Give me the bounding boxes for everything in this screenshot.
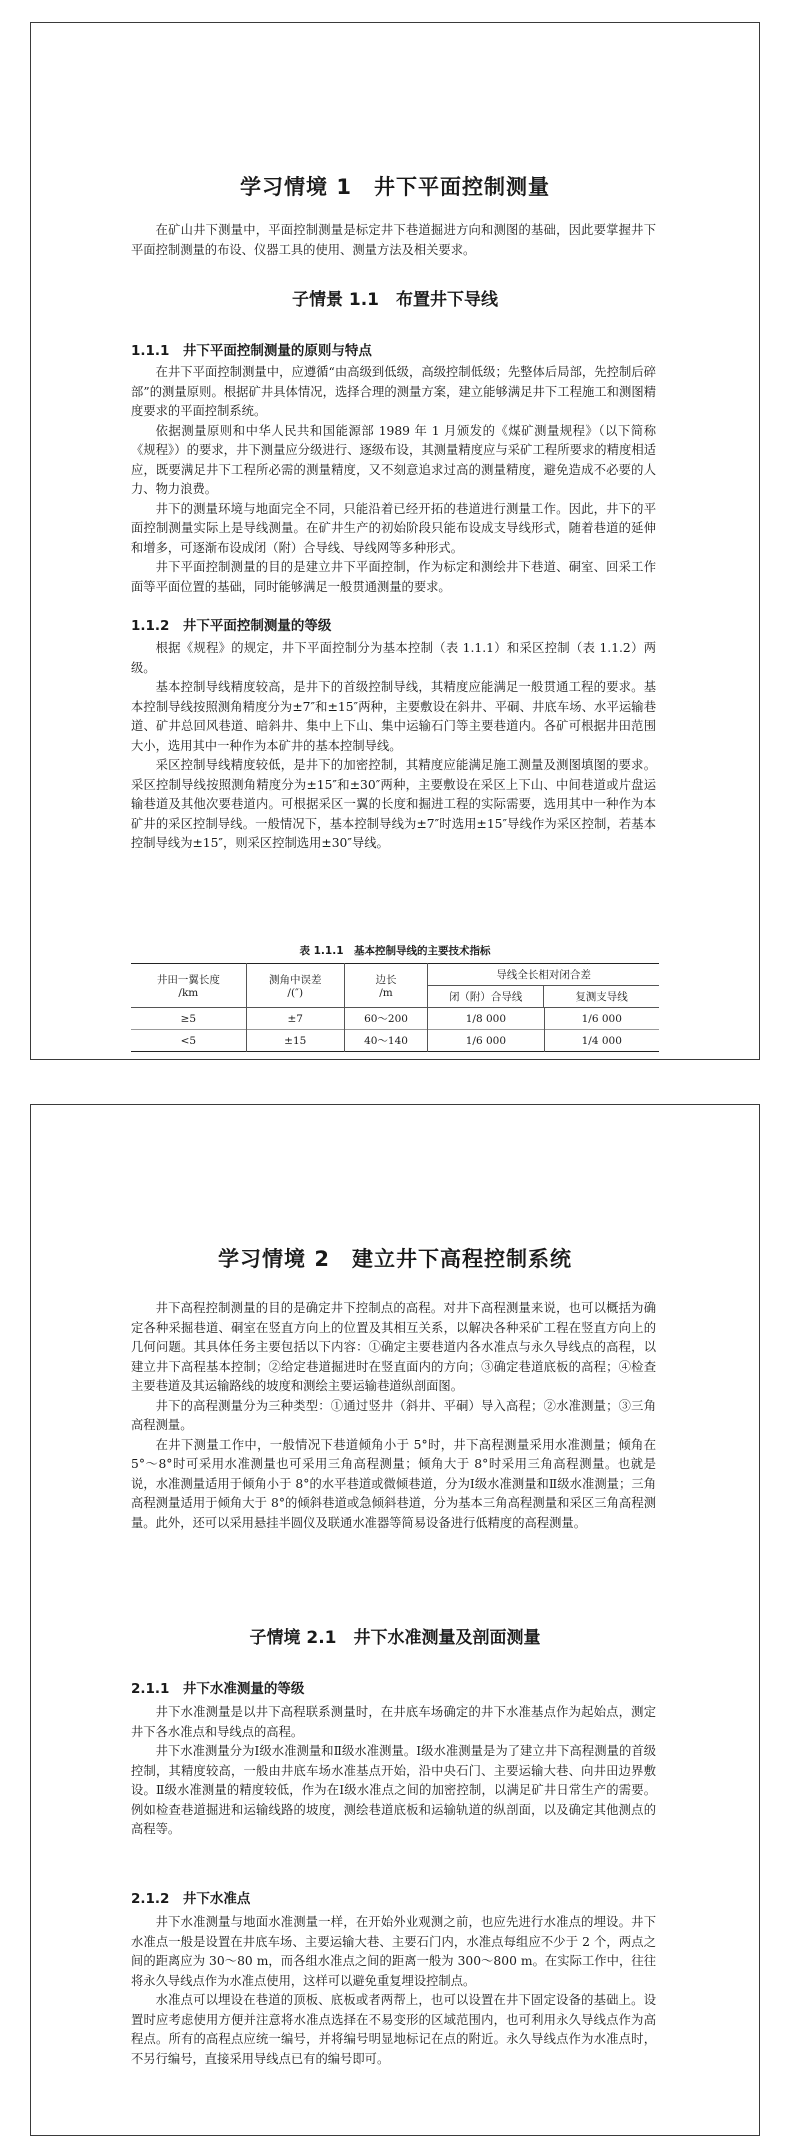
table-cell: 1/6 000 (581, 1012, 622, 1025)
paragraph: 基本控制导线精度较高，是井下的首级控制导线，其精度应能满足一般贯通工程的要求。基本控制导线按照测角精度分为±7″和±15″两种，主要敷设在斜井、平硐、井底车场、水平运输巷道、矿井总回风巷道、暗斜井、集中上下山、集中运输石门等主要巷道内。各矿可根据井田范围大小，选用其中一种作为本矿井的基本控制导线。 (131, 680, 656, 753)
paragraph: 根据《规程》的规定，井下平面控制分为基本控制（表 1.1.1）和采区控制（表 1.1.2）两级。 (131, 641, 656, 675)
section-heading: 2.1.1 井下水准测量的等级 (131, 1681, 305, 1697)
chapter-title: 学习情境 2 建立井下高程控制系统 (218, 1247, 572, 1271)
intro-block (131, 221, 656, 260)
technical-spec-table (131, 963, 659, 1052)
section-body (131, 639, 656, 854)
section-body (131, 1703, 656, 1840)
section-body (131, 1913, 656, 2069)
intro-paragraph: 在矿山井下测量中，平面控制测量是标定井下巷道掘进方向和测图的基础，因此要掌握井下平面控制测量的布设、仪器工具的使用、测量方法及相关要求。 (131, 223, 656, 257)
table-caption: 表 1.1.1 基本控制导线的主要技术指标 (299, 945, 491, 957)
table-cell: 1/4 000 (544, 1030, 659, 1052)
table-cell: ≥5 (131, 1008, 246, 1030)
sub-column-header: 复测支导线 (575, 991, 628, 1003)
table-row (131, 1008, 659, 1030)
table-cell: 1/6 000 (428, 1030, 544, 1052)
section-heading: 1.1.2 井下平面控制测量的等级 (131, 618, 332, 634)
table-cell: 60～200 (344, 1008, 427, 1030)
paragraph: 井下高程控制测量的目的是确定井下控制点的高程。对井下高程测量来说，也可以概括为确定各种采掘巷道、硐室在竖直方向上的位置及其相互关系，以解决各种采矿工程在竖直方向上的几何问题。其具体任务主要包括以下内容：①确定主要巷道内各水准点与永久导线点的高程，以建立井下高程基本控制；②给定巷道掘进时在竖直面内的方向；③确定巷道底板的高程；④检查主要巷道及其运输路线的坡度和测绘主要运输巷道纵剖面图。 (131, 1301, 656, 1393)
table-cell: ±15 (246, 1030, 344, 1052)
paragraph: 井下水准测量与地面水准测量一样，在开始外业观测之前，也应先进行水准点的埋设。井下水准点一般是设置在井底车场、主要运输大巷、主要石门内，水准点每组应不少于 2 个，两点之间的距离应为 30～80 m，而各组水准点之间的距离一般为 300～800 m。在实际工作中，往往将永久导线点作为水准点使用，这样可以避免重复埋设控制点。 (131, 1915, 656, 1988)
column-group-header: 导线全长相对闭合差 闭（附）合导线 复测支导线 (428, 964, 659, 1008)
section-heading: 1.1.1 井下平面控制测量的原则与特点 (131, 343, 372, 359)
paragraph: 井下平面控制测量的目的是建立井下平面控制，作为标定和测绘井下巷道、硐室、回采工作面等平面位置的基础，同时能够满足一般贯通测量的要求。 (131, 560, 656, 594)
chapter-title: 学习情境 1 井下平面控制测量 (240, 175, 550, 199)
document-page-1 (30, 22, 760, 1060)
paragraph: 井下的测量环境与地面完全不同，只能沿着已经开拓的巷道进行测量工作。因此，井下的平面控制测量实际上是导线测量。在矿井生产的初始阶段只能布设成支导线形式，随着巷道的延伸和增多，可逐渐布设成闭（附）合导线、导线网等多种形式。 (131, 501, 656, 555)
table-row (131, 1030, 659, 1052)
paragraph: 在井下测量工作中，一般情况下巷道倾角小于 5°时，井下高程测量采用水准测量；倾角在 5°～8°时可采用水准测量也可采用三角高程测量；倾角大于 8°时采用三角高程测量。也就是说，水准测量适用于倾角小于 8°的水平巷道或微倾巷道，分为Ⅰ级水准测量和Ⅱ级水准测量；三角高程测量适用于倾角大于 8°的倾斜巷道或急倾斜巷道，分为基本三角高程测量和采区三角高程测量。此外，还可以采用悬挂半圆仪及联通水准器等简易设备进行低精度的高程测量。 (131, 1437, 656, 1530)
column-header: 井田一翼长度 /km (131, 964, 246, 1008)
column-header: 边长 /m (344, 964, 427, 1008)
table-cell: <5 (131, 1030, 246, 1052)
sub-column-header: 闭（附）合导线 (428, 986, 544, 1007)
paragraph: 依据测量原则和中华人民共和国能源部 1989 年 1 月颁发的《煤矿测量规程》（以下简称《规程》）的要求，井下测量应分级进行、逐级布设，其测量精度应与采矿工程所要求的精度相适应，既要满足井下工程所必需的测量精度，又不刻意追求过高的测量精度，避免造成不必要的人力、物力浪费。 (131, 423, 656, 496)
table-cell: 40～140 (344, 1030, 427, 1052)
table-cell: 1/8 000 (428, 1008, 544, 1030)
section-body (131, 363, 656, 597)
document-page-2 (30, 1104, 760, 2136)
paragraph: 井下水准测量是以井下高程联系测量时，在井底车场确定的井下水准基点作为起始点，测定井下各水准点和导线点的高程。 (131, 1705, 656, 1739)
intro-block (131, 1299, 656, 1533)
column-header: 测角中误差 /(″) (246, 964, 344, 1008)
subsection-title: 子情境 2.1 井下水准测量及剖面测量 (249, 1628, 541, 1648)
paragraph: 在井下平面控制测量中，应遵循“由高级到低级，高级控制低级；先整体后局部，先控制后碎部”的测量原则。根据矿井具体情况，选择合理的测量方案，建立能够满足井下工程施工和测图精度要求的平面控制系统。 (131, 365, 656, 418)
paragraph: 井下的高程测量分为三种类型：①通过竖井（斜井、平硐）导入高程；②水准测量；③三角高程测量。 (131, 1398, 656, 1432)
subsection-title: 子情景 1.1 布置井下导线 (291, 290, 499, 310)
paragraph: 采区控制导线精度较低，是井下的加密控制，其精度应能满足施工测量及测图填图的要求。采区控制导线按照测角精度分为±15″和±30″两种，主要敷设在采区上下山、中间巷道或片盘运输巷道及其他次要巷道内。可根据采区一翼的长度和掘进工程的实际需要，选用其中一种作为本矿井的采区控制导线。一般情况下，基本控制导线为±7″时选用±15″导线作为采区控制，若基本控制导线为±15″，则采区控制选用±30″导线。 (131, 758, 656, 850)
section-heading: 2.1.2 井下水准点 (131, 1891, 251, 1907)
paragraph: 水准点可以埋设在巷道的顶板、底板或者两帮上，也可以设置在井下固定设备的基础上。设置时应考虑使用方便并注意将水准点选择在不易变形的区域范围内，也可利用永久导线点作为高程点。所有的高程点应统一编号，并将编号明显地标记在点的附近。永久导线点作为水准点时，不另行编号，直接采用导线点已有的编号即可。 (131, 1993, 656, 2066)
paragraph: 井下水准测量分为Ⅰ级水准测量和Ⅱ级水准测量。Ⅰ级水准测量是为了建立井下高程测量的首级控制，其精度较高，一般由井底车场水准基点开始，沿中央石门、主要运输大巷、向井田边界敷设。Ⅱ级水准测量的精度较低，作为在Ⅰ级水准点之间的加密控制，以满足矿井日常生产的需要。例如检查巷道掘进和运输线路的坡度，测绘巷道底板和运输轨道的纵剖面，以及确定其他测点的高程等。 (131, 1744, 656, 1836)
table-cell: ±7 (246, 1008, 344, 1030)
